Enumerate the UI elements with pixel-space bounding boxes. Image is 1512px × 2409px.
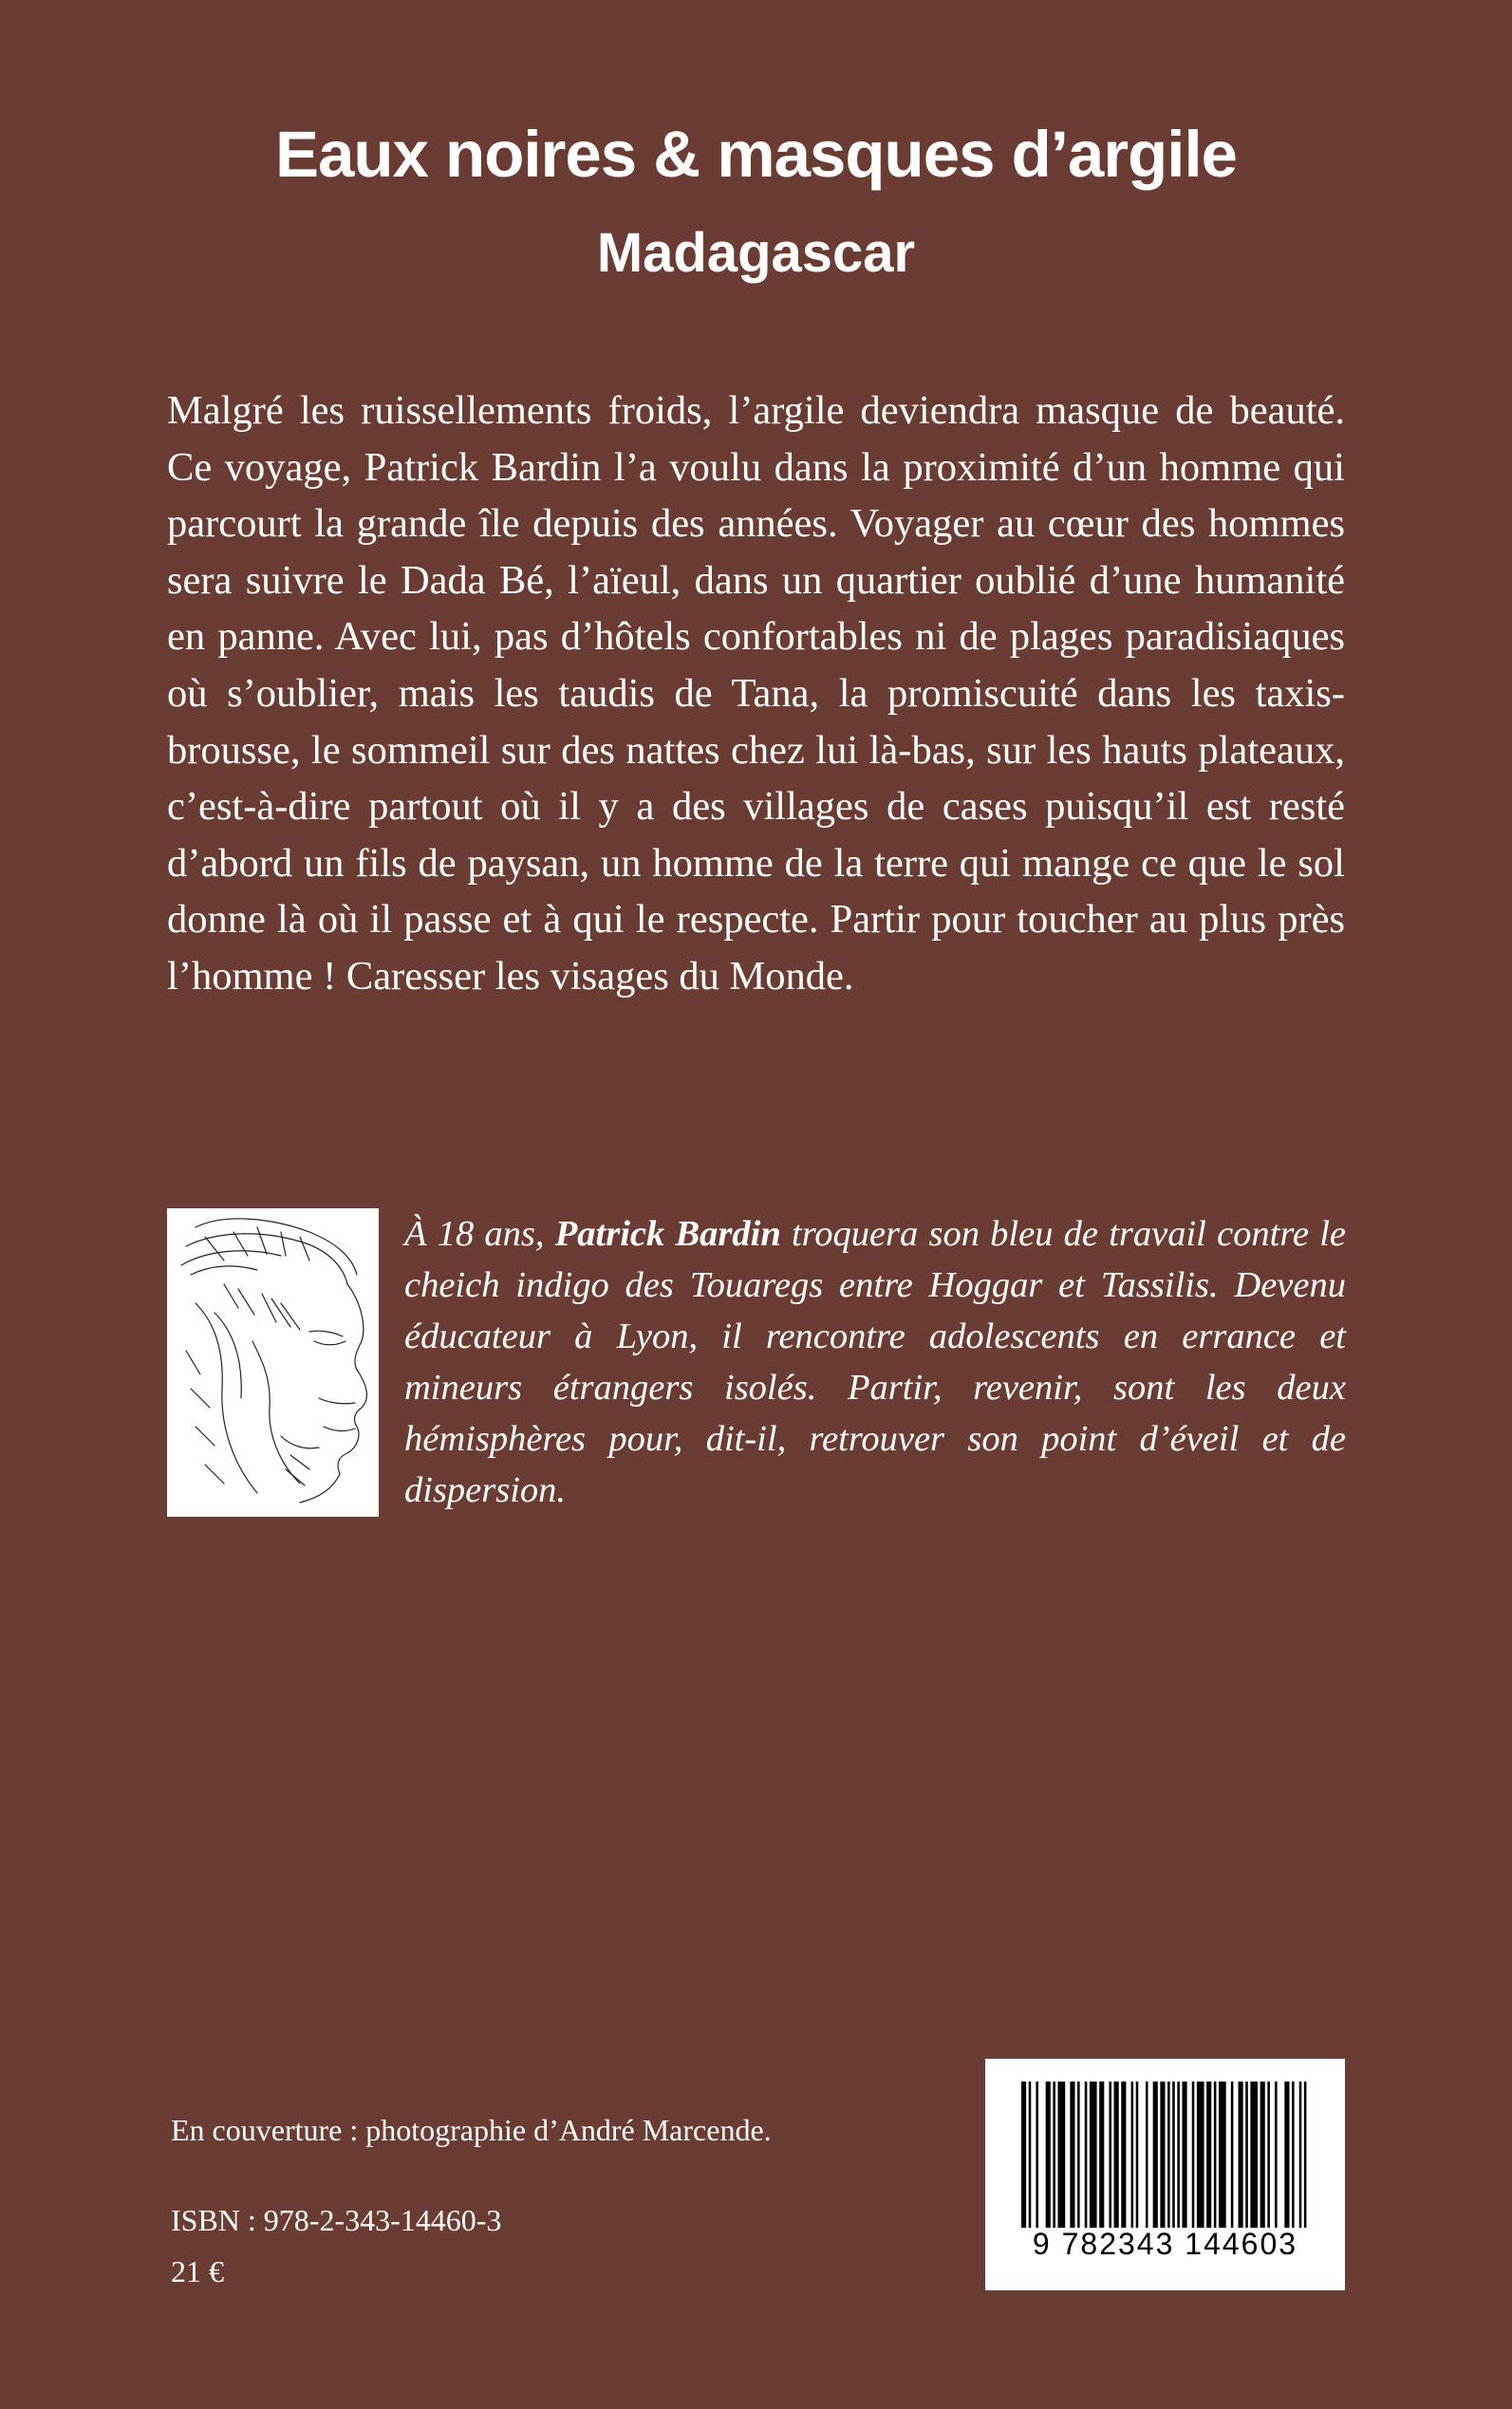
barcode-bar bbox=[1029, 2082, 1032, 2228]
barcode-bar bbox=[1153, 2082, 1158, 2228]
author-name: Patrick Bardin bbox=[554, 1214, 781, 1254]
barcode-bar bbox=[1090, 2082, 1097, 2228]
barcode-bar bbox=[1070, 2082, 1074, 2228]
barcode-bar bbox=[1182, 2082, 1186, 2228]
barcode-bar bbox=[1206, 2082, 1211, 2228]
barcode-digits: 9 782343 144603 bbox=[1032, 2227, 1298, 2261]
barcode-bar bbox=[1197, 2082, 1204, 2228]
bio-intro: À 18 ans, bbox=[404, 1214, 545, 1254]
barcode-bar bbox=[1245, 2082, 1248, 2228]
barcode-bar bbox=[1177, 2082, 1180, 2228]
barcode-bar bbox=[1160, 2082, 1165, 2228]
barcode-bar bbox=[1046, 2082, 1051, 2228]
back-cover-blurb: Malgré les ruissellements froids, l’argile deviendra masque de beauté. Ce voyage, Patrick Bardin l’a voulu dans la proximité d’un homme qui parcourt la grande île depuis des années. Voyager au cœur des hommes sera suivre le Dada Bé, l’aïeul, dans un quartier oublié d’une humanité en panne. Avec lui, pas d’hôtels confortables ni de plages paradisiaques où s’oublier, mais les taudis de Tana, la promiscuité dans les taxis-brousse, le sommeil sur des nattes chez lui là-bas, sur les hauts plateaux, c’est-à-dire partout où il y a des villages de cases puisqu’il est resté d’abord un fils de paysan, un homme de la terre qui mange ce que le sol donne là où il passe et à qui le respecte. Partir pour toucher au plus près l’homme ! Caresser les visages du Monde. bbox=[167, 388, 1345, 999]
isbn: ISBN : 978-2-343-14460-3 bbox=[171, 2203, 502, 2237]
price: 21 € bbox=[171, 2254, 224, 2288]
barcode-bar bbox=[1136, 2082, 1139, 2228]
barcode-bar bbox=[1121, 2082, 1126, 2228]
bio-text: troquera son bleu de travail contre le cheich indigo des Touaregs entre Hoggar et Tassilis. Devenu éducateur à Lyon, il rencontre adolescents en errance et mineurs étrangers isolés. Partir, revenir, sont les deux hémisphères pour, dit-il, retrouver son point d’éveil et de dispersion. bbox=[404, 1214, 1347, 1510]
barcode-bar bbox=[1292, 2082, 1295, 2228]
book-subtitle: Madagascar bbox=[596, 222, 916, 284]
cover-photo-credit: En couverture : photographie d’André Marcende. bbox=[171, 2113, 772, 2147]
barcode-bar bbox=[1267, 2082, 1270, 2228]
barcode-bar bbox=[1099, 2082, 1104, 2228]
barcode-bar bbox=[1275, 2082, 1278, 2228]
barcode-bar bbox=[1109, 2082, 1111, 2228]
barcode-bar bbox=[1192, 2082, 1195, 2228]
barcode-bar bbox=[1146, 2082, 1148, 2228]
author-bio bbox=[404, 1208, 1346, 1516]
barcode-bar bbox=[1304, 2082, 1307, 2228]
barcode-bar bbox=[1077, 2082, 1080, 2228]
barcode-bar bbox=[1167, 2082, 1170, 2228]
barcode-bar bbox=[1250, 2082, 1258, 2228]
portrait-drawing bbox=[167, 1208, 379, 1517]
author-portrait-sketch bbox=[167, 1208, 379, 1517]
barcode-bar bbox=[1219, 2082, 1226, 2228]
barcode bbox=[985, 2059, 1345, 2290]
barcode-bar bbox=[1085, 2082, 1088, 2228]
barcode-bar bbox=[1284, 2082, 1289, 2228]
barcode-bar bbox=[1214, 2082, 1217, 2228]
barcode-bar bbox=[1053, 2082, 1055, 2228]
barcode-bar bbox=[1021, 2082, 1026, 2228]
barcode-bar bbox=[1172, 2082, 1175, 2228]
barcode-bar bbox=[1131, 2082, 1134, 2228]
barcode-bar bbox=[1239, 2082, 1243, 2228]
barcode-bar bbox=[1036, 2082, 1038, 2228]
barcode-bar bbox=[1058, 2082, 1066, 2228]
barcode-bar bbox=[1260, 2082, 1265, 2228]
barcode-bar bbox=[1231, 2082, 1234, 2228]
book-title: Eaux noires & masques d’argile bbox=[274, 118, 1238, 191]
barcode-bar bbox=[1299, 2082, 1302, 2228]
barcode-bar bbox=[1114, 2082, 1119, 2228]
